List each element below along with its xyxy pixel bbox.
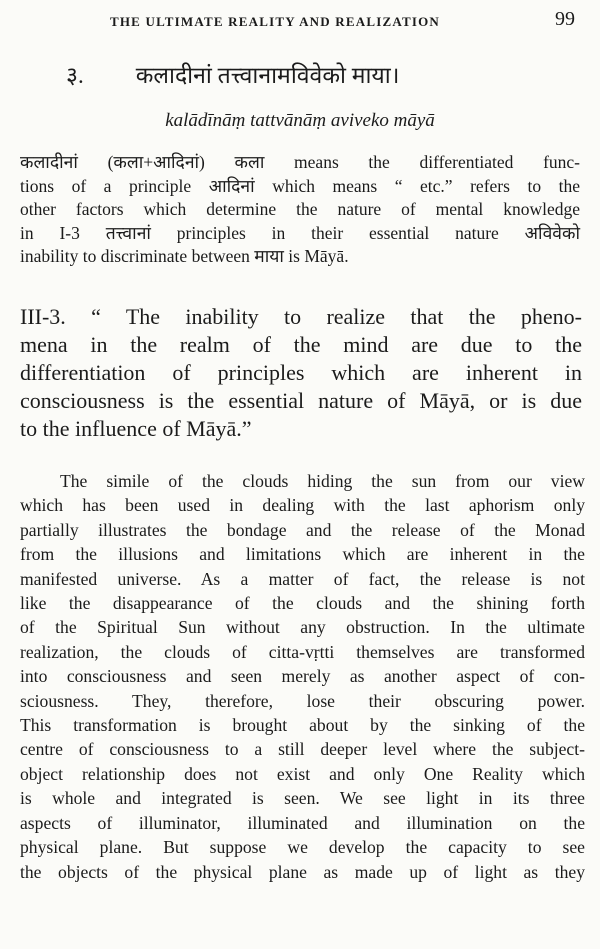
body-line: aspects of illuminator, illuminated and illumination on the <box>20 812 585 833</box>
body-line: which has been used in dealing with the last aphorism only <box>20 495 585 516</box>
translation-line: mena in the realm of the mind are due to the <box>20 332 582 357</box>
body-line: from the illusions and limitations which are inherent in the <box>20 544 585 565</box>
translation-line: to the influence of Māyā.” <box>20 416 252 441</box>
translation-line: differentiation of principles which are inherent in <box>20 360 582 385</box>
body-line: physical plane. But suppose we develop the capacity to see <box>20 837 585 858</box>
body-line: is whole and integrated is seen. We see light in its three <box>20 788 585 809</box>
glossary-line: other factors which determine the nature of mental knowledge <box>20 199 580 219</box>
sutra-number: ३. <box>66 63 84 88</box>
body-line: centre of consciousness to a still deeper level where the subject- <box>20 739 585 760</box>
body-line: object relationship does not exist and only One Reality which <box>20 763 585 784</box>
glossary-line: in I-3 तत्त्वानां principles in their essential nature अविवेको <box>20 222 580 243</box>
glossary-line: कलादीनां (कला+आदिनां) कला means the differentiated func- <box>20 152 580 172</box>
body-line: like the disappearance of the clouds and the shining forth <box>20 593 585 614</box>
body-line: of the Spiritual Sun without any obstruction. In the ultimate <box>20 617 585 638</box>
body-line: This transformation is brought about by the sinking of the <box>20 715 585 736</box>
sutra-transliteration: kalādīnāṃ tattvānāṃ aviveko māyā <box>165 110 435 131</box>
body-line: the objects of the physical plane as made up of light as they <box>20 861 585 882</box>
body-line: partially illustrates the bondage and the release of the Monad <box>20 519 585 540</box>
body-line: sciousness. They, therefore, lose their obscuring power. <box>20 690 585 711</box>
page-number: 99 <box>555 8 575 30</box>
translation-line: consciousness is the essential nature of Māyā, or is due <box>20 388 582 413</box>
body-line: manifested universe. As a matter of fact, the release is not <box>20 568 585 589</box>
sutra-translation <box>20 303 582 443</box>
body-line: The simile of the clouds hiding the sun from our view <box>60 471 585 491</box>
body-paragraph <box>20 469 585 884</box>
body-line: realization, the clouds of citta-vṛtti themselves are transformed <box>20 641 585 662</box>
glossary-line: inability to discriminate between माया is Māyā. <box>20 246 349 266</box>
sutra-devanagari: कलादीनां तत्त्वानामविवेको माया। <box>135 63 400 88</box>
glossary-line: tions of a principle आदिनां which means “ etc.” refers to the <box>20 175 580 196</box>
sutra-line <box>66 58 399 90</box>
body-line: into consciousness and seen merely as another aspect of con- <box>20 666 585 687</box>
translation-line: III-3. “ The inability to realize that the pheno- <box>20 304 582 329</box>
running-head: THE ULTIMATE REALITY AND REALIZATION <box>110 14 440 29</box>
word-glossary <box>20 151 580 269</box>
